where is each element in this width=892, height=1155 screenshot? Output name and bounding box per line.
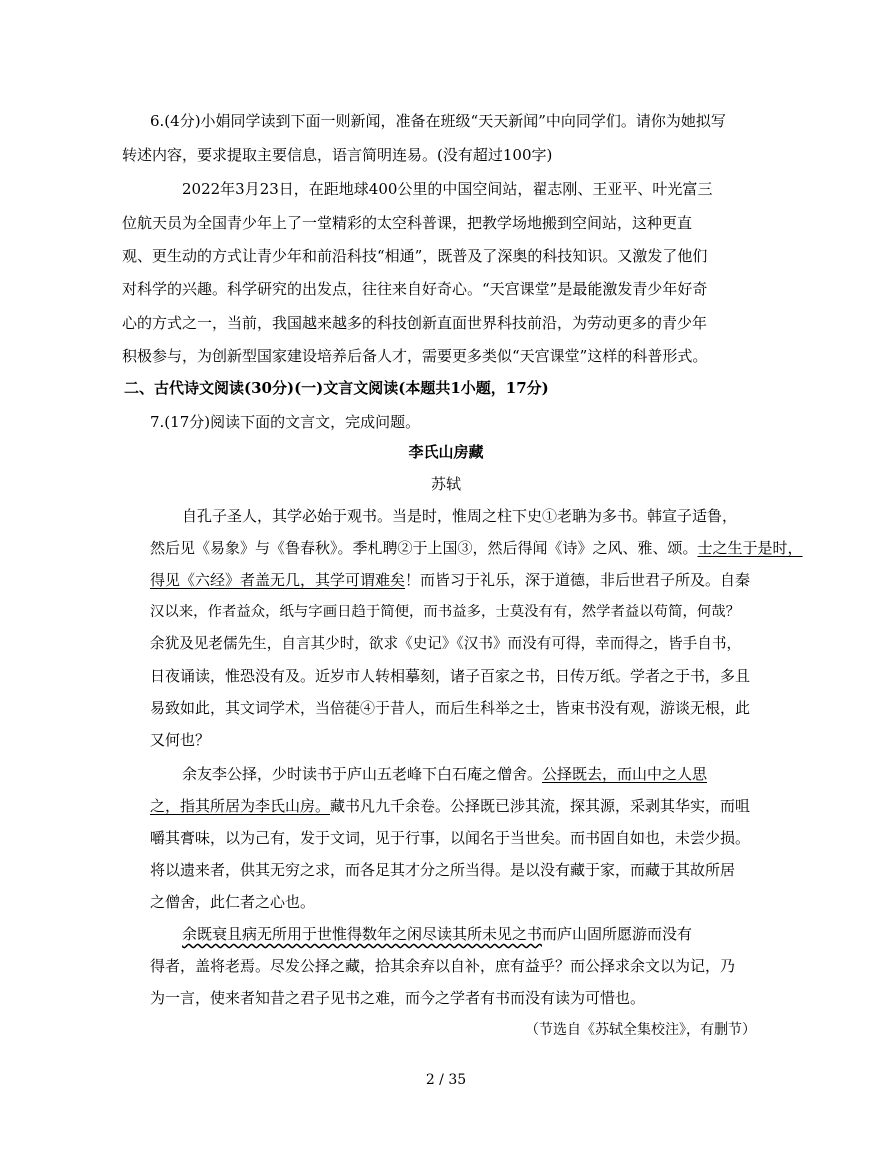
p1-line-4: 汉以来，作者益众，纸与字画日趋于简便，而书益多，士莫没有有，然学者益以苟简，何哉？	[150, 604, 741, 620]
p3-line-3: 为一言，使来者知昔之君子见书之难，而今之学者有书而没有读为可惜也。	[150, 989, 646, 1007]
p1-line-2-text: 然后见《易象》与《鲁春秋》。季札聘②于上国③，然后得闻《诗》之风、雅、颂。	[150, 539, 698, 557]
p3-line-2: 得者，盖将老焉。尽发公择之藏，拾其余弃以自补，庶有益乎？而公择求余文以为记，乃	[150, 957, 736, 975]
p2-line-3: 嚼其膏味，以为己有，发于文词，见于行事，以闻名于当世矣。而书固自如也，未尝少损。	[150, 829, 751, 847]
news-line-3: 观、更生动的方式让青少年和前沿科技“相通”，既普及了深奥的科技知识。又激发了他们	[122, 247, 708, 265]
p2-line-5: 之僧舍，此仁者之心也。	[150, 893, 316, 911]
p1-line-6: 日夜诵读，惟恐没有及。近岁市人转相摹刻，诸子百家之书，日传万纸。学者之于书，多且	[150, 667, 751, 685]
p1-line-3-text: ！而皆习于礼乐，深于道德，非后世君子所及。自秦	[405, 571, 751, 589]
source-note: （节选自《苏轼全集校注》，有删节）	[525, 1022, 756, 1038]
p1-line-3	[150, 570, 750, 590]
p1-line-1: 自孔子圣人，其学必始于观书。当是时，惟周之柱下史①老聃为多书。韩宣子适鲁，	[182, 507, 738, 525]
p1-line-8: 又何也？	[150, 731, 211, 749]
underlined-sentence-1a: 士之生于是时，	[697, 539, 803, 557]
p2-line-2-text: 藏书凡九千余卷。公择既已涉其流，探其源，采剥其华实，而咀	[330, 797, 751, 815]
question-7: 7.(17分)阅读下面的文言文，完成问题。	[150, 413, 421, 431]
p3-line-1	[182, 924, 692, 944]
passage-title: 李氏山房藏	[408, 443, 484, 461]
wavy-underlined-sentence: 余既衰且病无所用于世惟得数年之闲尽读其所未见之书	[182, 925, 543, 943]
page-number: 2 / 35	[425, 1072, 467, 1088]
p2-line-2	[150, 796, 750, 816]
p2-line-1	[182, 764, 707, 784]
p3-line-1-text: 而庐山固所愿游而没有	[542, 925, 693, 943]
news-line-2: 位航天员为全国青少年上了一堂精彩的太空科普课，把教学场地搬到空间站，这种更直	[122, 214, 693, 232]
p2-line-4: 将以遗来者，供其无穷之求，而各足其才分之所当得。是以没有藏于家，而藏于其故所居	[150, 861, 736, 879]
p1-line-2	[150, 538, 803, 558]
p2-line-1-text: 余友李公择，少时读书于庐山五老峰下白石庵之僧舍。	[182, 765, 543, 783]
news-line-1: 2022年3月23日，在距地球400公里的中国空间站，翟志刚、王亚平、叶光富三	[182, 180, 713, 198]
news-line-5: 心的方式之一，当前，我国越来越多的科技创新直面世界科技前沿，为劳动更多的青少年	[122, 314, 708, 332]
question-6-line-1: 6.(4分)小娟同学读到下面一则新闻，准备在班级“天天新闻”中向同学们。请你为她拟写	[150, 112, 726, 130]
underlined-sentence-2a: 公择既去，而山中之人思	[542, 765, 708, 783]
question-6-line-2: 转述内容，要求提取主要信息，语言简明连易。(没有超过100字)	[122, 146, 553, 164]
section-heading: 二、古代诗文阅读(30分)(一)文言文阅读(本题共1小题，17分)	[124, 379, 549, 397]
news-line-4: 对科学的兴趣。科学研究的出发点，往往来自好奇心。“天宫课堂”是最能激发青少年好奇	[122, 280, 708, 298]
news-line-6: 积极参与，为创新型国家建设培养后备人才，需要更多类似“天宫课堂”这样的科普形式。	[122, 347, 708, 365]
p1-line-7: 易致如此，其文词学术，当倍蓰④于昔人，而后生科举之士，皆束书没有观，游谈无根，此	[150, 699, 751, 717]
underlined-sentence-2b: 之，指其所居为李氏山房。	[150, 797, 331, 815]
underlined-sentence-1b: 得见《六经》者盖无几，其学可谓难矣	[150, 571, 406, 589]
p1-line-5: 余犹及见老儒先生，自言其少时，欲求《史记》《汉书》而没有可得，幸而得之，皆手自书，	[150, 635, 742, 652]
passage-author: 苏轼	[430, 475, 461, 493]
